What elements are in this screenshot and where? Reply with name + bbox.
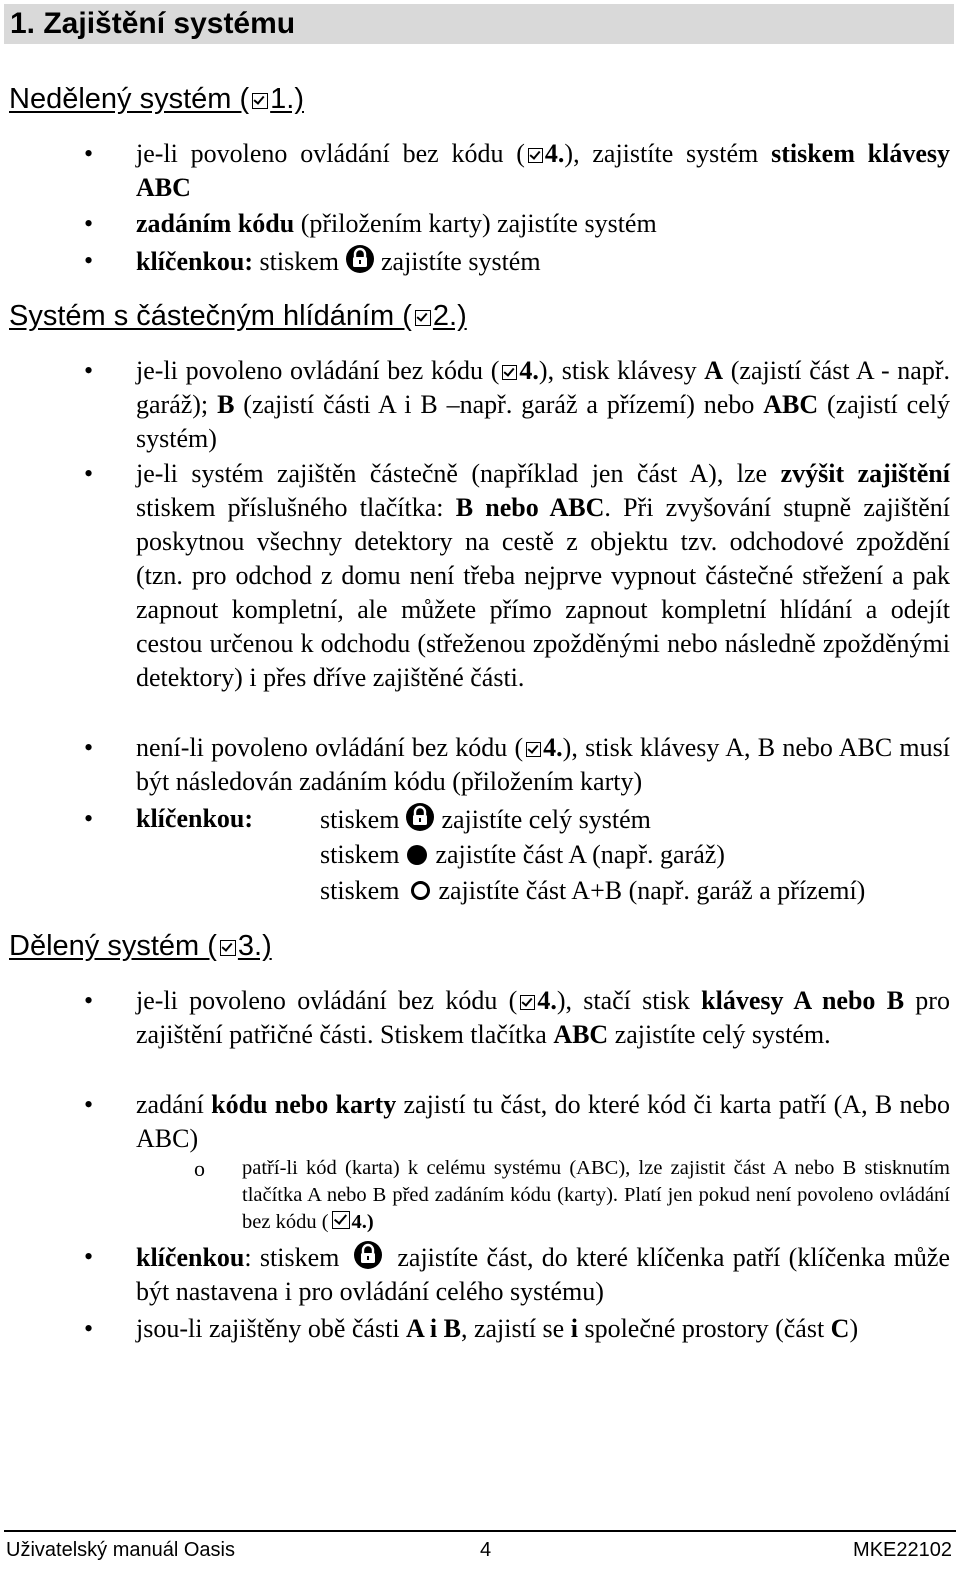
page-title: 1. Zajištění systému bbox=[4, 4, 954, 44]
keyfob-row: stiskem zajistíte část A+B (např. garáž a přízemí) bbox=[320, 876, 866, 905]
keyfob-row: stiskem zajistíte celý systém bbox=[320, 802, 651, 837]
list-item: • klíčenkou: stiskem zajistíte část, do které klíčenka patří (klíčenka může být nastavena i pro ovládání celého systému) bbox=[84, 1242, 951, 1306]
bullet-icon: • bbox=[84, 139, 94, 168]
checkbox-checked-icon bbox=[526, 742, 541, 757]
checkbox-checked-icon bbox=[220, 940, 236, 956]
list-item: • klíčenkou: stiskem zajistíte systém bbox=[84, 246, 541, 276]
bullet-icon: • bbox=[84, 804, 94, 833]
bullet-icon: • bbox=[84, 1090, 94, 1119]
lock-closed-icon bbox=[405, 802, 435, 832]
bullet-icon: • bbox=[84, 356, 94, 385]
section-heading-nedeleny: Nedělený systém ( 1.) bbox=[9, 83, 304, 115]
checkbox-checked-icon bbox=[252, 93, 268, 109]
list-item: • jsou-li zajištěny obě části A i B, zajistí se i společné prostory (část C) bbox=[136, 1312, 950, 1346]
bullet-icon: • bbox=[84, 733, 94, 762]
keyfob-row: stiskem zajistíte část A (např. garáž) bbox=[320, 840, 725, 869]
checkbox-checked-icon bbox=[502, 365, 517, 380]
lock-closed-icon bbox=[345, 244, 375, 274]
section-heading-deleny: Dělený systém ( 3.) bbox=[9, 930, 272, 962]
bullet-icon: • bbox=[84, 459, 94, 488]
checkbox-checked-icon bbox=[528, 148, 543, 163]
lock-closed-icon bbox=[353, 1240, 383, 1270]
list-item: • není-li povoleno ovládání bez kódu ( 4.), stisk klávesy A, B nebo ABC musí být následován zadáním kódu (přiložením karty) bbox=[84, 733, 950, 796]
list-item: • je-li povoleno ovládání bez kódu ( 4.), stačí stisk klávesy A nebo B pro zajištění patřičné části. Stiskem tlačítka ABC zajistíte celý systém. bbox=[84, 986, 950, 1049]
footer-divider bbox=[4, 1530, 956, 1532]
footer-manual-title: Uživatelský manuál Oasis bbox=[6, 1539, 235, 1561]
bullet-icon: • bbox=[84, 986, 94, 1015]
checkbox-checked-icon bbox=[520, 995, 535, 1010]
footer-doc-code: MKE22102 bbox=[853, 1539, 952, 1561]
bullet-icon: • bbox=[84, 1242, 94, 1271]
list-item: • je-li povoleno ovládání bez kódu ( 4.), zajistíte systém stiskem klávesy ABC bbox=[84, 139, 950, 202]
checkbox-checked-icon bbox=[415, 310, 431, 326]
list-item: • je-li povoleno ovládání bez kódu ( 4.), stisk klávesy A (zajistí část A - např. garáž); B (zajistí části A i B –např. garáž a přízemí) nebo ABC (zajistí celý systém) bbox=[84, 356, 951, 453]
section-heading-castecne: Systém s částečným hlídáním ( 2.) bbox=[9, 300, 467, 332]
list-item-keyfob: • klíčenkou: bbox=[136, 802, 253, 836]
bullet-icon: • bbox=[84, 1314, 94, 1343]
checkbox-checked-icon bbox=[332, 1211, 350, 1229]
dot-filled-icon bbox=[407, 845, 427, 865]
list-item: • zadání kódu nebo karty zajistí tu část, do které kód či karta patří (A, B nebo ABC) bbox=[84, 1090, 951, 1153]
bullet-icon: • bbox=[84, 246, 94, 275]
bullet-icon: • bbox=[84, 209, 94, 238]
dot-empty-icon bbox=[411, 881, 430, 900]
list-item: • zadáním kódu (přiložením karty) zajistíte systém bbox=[136, 207, 950, 241]
circle-bullet-icon: o bbox=[194, 1156, 205, 1181]
footer-page-number: 4 bbox=[480, 1539, 492, 1561]
list-item: • je-li systém zajištěn částečně (například jen část A), lze zvýšit zajištění stiskem příslušného tlačítka: B nebo ABC. Při zvyšování stupně zajištění poskytnou všechny detektory na cestě z objektu tzv. odchodové zpoždění (tzn. pro odchod z domu není třeba nejprve vypnout částečné střežení a pak zapnout kompletní, ale můžete přímo zapnout kompletní hlídání a odejít cestou určenou k odchodu (střeženou zpožděnými nebo následně zpožděnými detektory) i přes dříve zajištěné části. bbox=[84, 459, 951, 692]
sub-list-item: o patří-li kód (karta) k celému systému (ABC), lze zajistit část A nebo B stisknutím tlačítka A nebo B před zadáním kódu (karty). Platí jen pokud není povoleno ovládání bez kódu ( 4.) bbox=[194, 1156, 950, 1233]
